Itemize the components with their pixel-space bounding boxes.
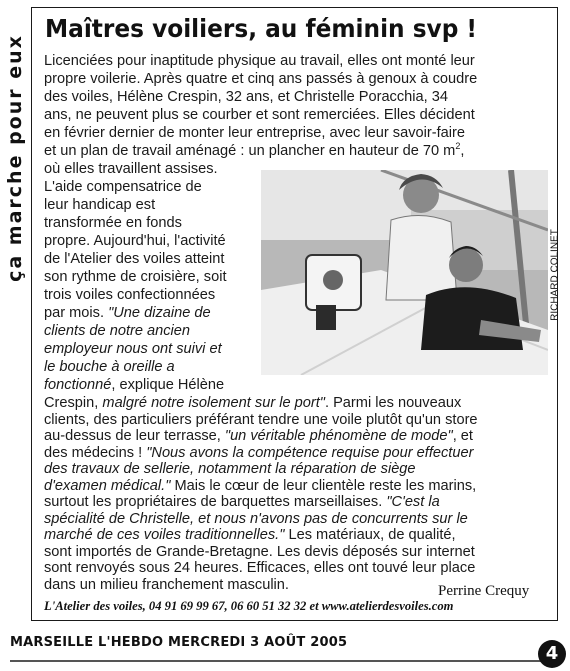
body-line: Crespin, malgré notre isolement sur le port". Parmi les nouveaux <box>44 395 462 411</box>
column-line: par mois. "Une dizaine de <box>44 305 211 321</box>
column-line: de l'Atelier des voiles atteint <box>44 251 225 267</box>
lead-line: en février dernier de monter leur entreprise, avec leur savoir-faire <box>44 125 465 141</box>
body-line: sont importés de Grande-Bretagne. Les devis déposés sur internet <box>44 543 475 560</box>
lead-line: où elles travaillent assises. <box>44 161 218 177</box>
body-line: surtout les propriétaires de barquettes marseillaises. "C'est la <box>44 494 440 510</box>
lead-line: ans, ne peuvent plus se courber et sont remerciées. Elles décident <box>44 107 475 123</box>
body-line: des travaux de sellerie, notamment la réparation de siège <box>44 461 416 477</box>
column-line: propre. Aujourd'hui, l'activité <box>44 233 226 249</box>
contact-line: L'Atelier des voiles, 04 91 69 99 67, 06 60 51 32 32 et www.atelierdesvoiles.com <box>44 599 454 613</box>
body-line: au-dessus de leur terrasse, "un véritable phénomène de mode", et <box>44 428 473 444</box>
quote: "Nous avons la compétence requise pour effectuer <box>146 444 474 461</box>
lead-line: Licenciées pour inaptitude physique au travail, elles ont monté leur <box>44 53 475 69</box>
publication-footer: MARSEILLE L'HEBDO MERCREDI 3 AOÛT 2005 <box>10 635 348 650</box>
photo-credit: RICHARD COLINET <box>549 229 561 321</box>
body-line: d'examen médical." Mais le cœur de leur clientèle reste les marins, <box>44 477 477 494</box>
sailmakers-photo-illustration <box>261 170 548 375</box>
body-line: spécialité de Christelle, et nous n'avons pas de concurrents sur le <box>44 510 468 527</box>
column-line: leur handicap est <box>44 197 156 213</box>
column-line: fonctionné, explique Hélène <box>44 377 225 393</box>
quote: malgré notre isolement sur le port" <box>102 395 325 411</box>
column-line: transformée en fonds <box>44 215 182 231</box>
quote: "C'est la <box>386 494 440 510</box>
column-line: employeur nous ont suivi et <box>44 341 222 357</box>
column-line: son rythme de croisière, soit <box>44 269 227 285</box>
column-line: clients de notre ancien <box>44 323 191 339</box>
author-byline: Perrine Crequy <box>438 583 530 599</box>
body-line: dans un milieu franchement masculin. <box>44 576 289 593</box>
body-line: clients, des particuliers préférant tendre une voile plutôt qu'un store <box>44 411 478 428</box>
column-line: trois voiles confectionnées <box>44 287 216 303</box>
page-number-badge: 4 <box>538 640 566 668</box>
column-line: L'aide compensatrice de <box>44 179 202 195</box>
lead-line: propre voilerie. Après quatre et cinq ans passés à genoux à coudre <box>44 71 478 87</box>
body-line: des médecins ! "Nous avons la compétence requise pour effectuer <box>44 444 474 461</box>
quote: "Une dizaine de <box>108 305 211 321</box>
lead-line: et un plan de travail aménagé : un plancher en hauteur de 70 $m^2$, <box>44 141 465 159</box>
article-title: Maîtres voiliers, au féminin svp ! <box>45 14 478 43</box>
section-tab-label: ça marche pour eux <box>4 34 26 282</box>
quote: "un véritable phénomène de mode" <box>224 428 453 444</box>
article-photo <box>261 170 548 375</box>
column-line: le bouche à oreille a <box>44 359 175 375</box>
footer-rule <box>10 660 545 662</box>
body-line: sont renvoyés sous 24 heures. Efficaces, elles ont touvé leur place <box>44 560 476 576</box>
lead-line-text: et un plan de travail aménagé : un plancher en hauteur de 70 m <box>44 143 456 159</box>
body-line: marché de ces voiles traditionnelles." Les matériaux, de qualité, <box>44 527 456 543</box>
section-tab <box>0 8 30 308</box>
superscript: 2 <box>455 141 461 152</box>
lead-line: des voiles, Hélène Crespin, 32 ans, et Christelle Poracchia, 34 <box>44 89 448 105</box>
